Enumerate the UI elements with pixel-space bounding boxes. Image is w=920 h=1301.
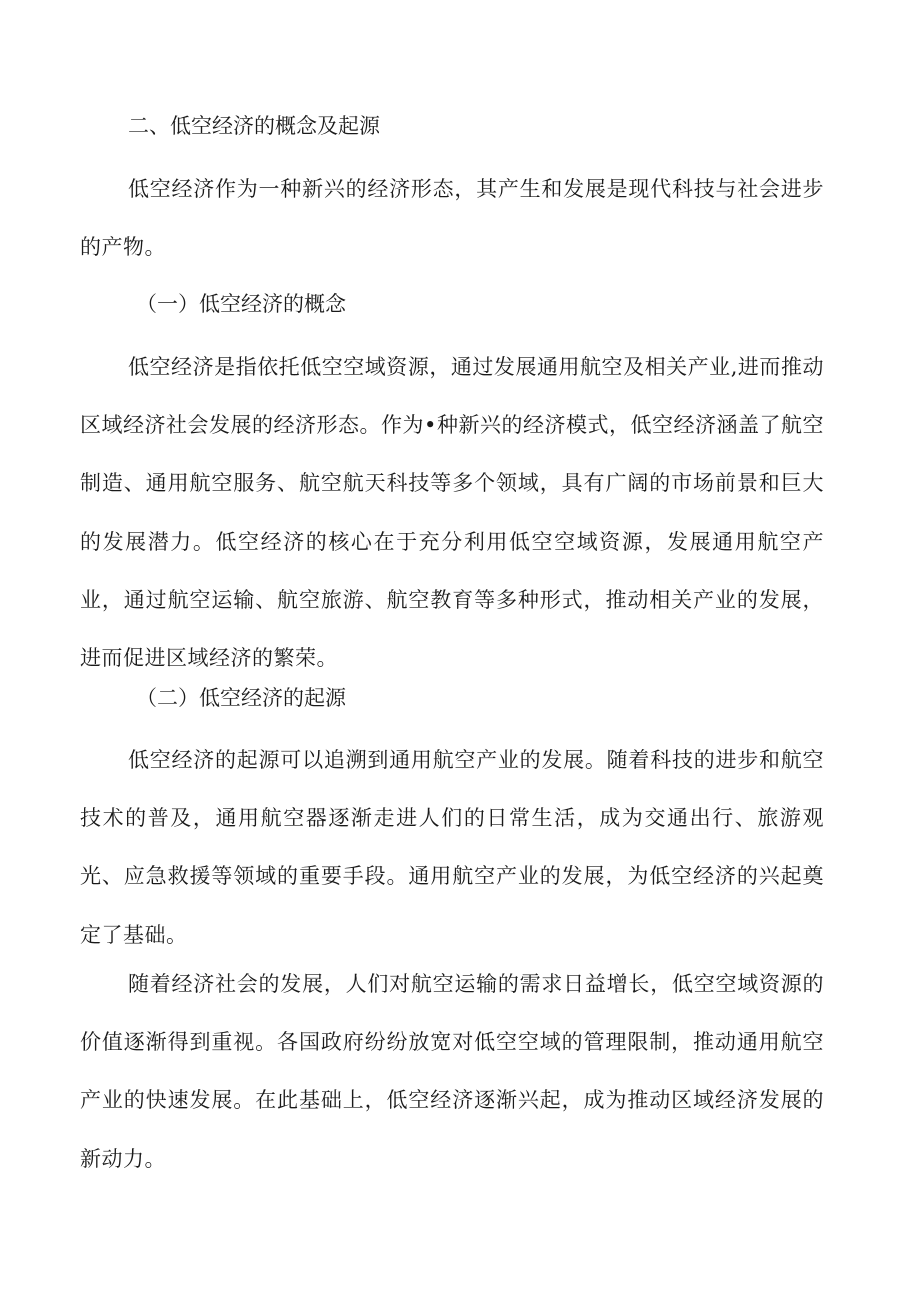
concept-paragraph: 低空经济是指依托低空空域资源，通过发展通用航空及相关产业,进而推动区域经济社会发展的经济形态。作为•种新兴的经济模式，低空经济涵盖了航空制造、通用航空服务、航空航天科技等多个领域，具有广阔的市场前景和巨大的发展潜力。低空经济的核心在于充分利用低空空域资源，发展通用航空产业，通过航空运输、航空旅游、航空教育等多种形式，推动相关产业的发展，进而促进区域经济的繁荣。 bbox=[80, 355, 824, 671]
subsection-concept-heading: （一）低空经济的概念 bbox=[136, 292, 346, 316]
origin-paragraph-2: 随着经济社会的发展，人们对航空运输的需求日益增长，低空空域资源的价值逐渐得到重视。各国政府纷纷放宽对低空空域的管理限制，推动通用航空产业的快速发展。在此基础上，低空经济逐渐兴起，成为推动区域经济发展的新动力。 bbox=[80, 972, 824, 1171]
intro-paragraph: 低空经济作为一种新兴的经济形态，其产生和发展是现代科技与社会进步的产物。 bbox=[80, 177, 824, 260]
origin-paragraph-1: 低空经济的起源可以追溯到通用航空产业的发展。随着科技的进步和航空技术的普及，通用航空器逐渐走进人们的日常生活，成为交通出行、旅游观光、应急救援等领域的重要手段。通用航空产业的发展，为低空经济的兴起奠定了基础。 bbox=[80, 748, 824, 947]
section-heading: 二、低空经济的概念及起源 bbox=[128, 114, 380, 138]
subsection-origin-heading: （二）低空经济的起源 bbox=[136, 686, 346, 710]
